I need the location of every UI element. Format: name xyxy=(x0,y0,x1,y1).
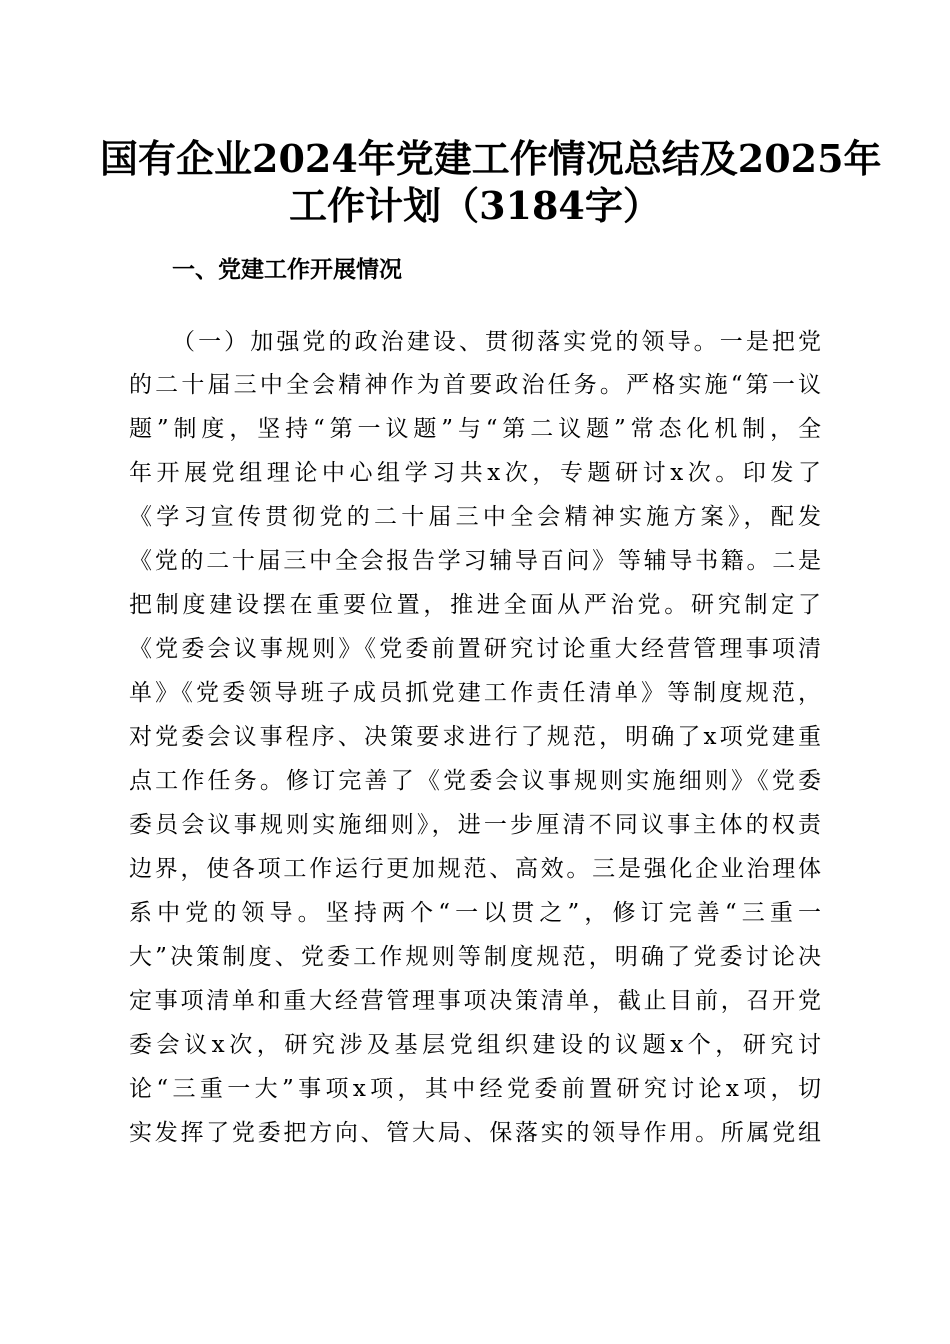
body-line-6: 《党的二十届三中全会报告学习辅导百问》等辅导书籍。二是 xyxy=(129,548,821,574)
body-line-1: （一）加强党的政治建设、贯彻落实党的领导。一是把党 xyxy=(172,329,821,355)
body-line-16: 定事项清单和重大经营管理事项决策清单，截止目前，召开党 xyxy=(129,988,821,1014)
body-line-8: 《党委会议事规则》《党委前置研究讨论重大经营管理事项清 xyxy=(129,636,821,662)
body-line-2: 的二十届三中全会精神作为首要政治任务。严格实施“第一议 xyxy=(129,372,821,398)
section-heading: 一、党建工作开展情况 xyxy=(172,257,402,283)
body-line-4: 年开展党组理论中心组学习共x次，专题研讨x次。印发了 xyxy=(129,460,821,486)
body-line-9: 单》《党委领导班子成员抓党建工作责任清单》等制度规范， xyxy=(129,680,821,706)
body-line-17: 委会议x次，研究涉及基层党组织建设的议题x个，研究讨 xyxy=(129,1032,821,1058)
body-line-7: 把制度建设摆在重要位置，推进全面从严治党。研究制定了 xyxy=(129,592,821,618)
body-line-12: 委员会议事规则实施细则》，进一步厘清不同议事主体的权责 xyxy=(129,812,821,838)
body-line-10: 对党委会议事程序、决策要求进行了规范，明确了x项党建重 xyxy=(129,724,821,750)
body-line-19: 实发挥了党委把方向、管大局、保落实的领导作用。所属党组 xyxy=(129,1120,821,1146)
document-title-line-1: 国有企业2024年党建工作情况总结及2025年 xyxy=(100,136,882,181)
body-line-3: 题”制度，坚持“第一议题”与“第二议题”常态化机制，全 xyxy=(129,416,821,442)
body-line-5: 《学习宣传贯彻党的二十届三中全会精神实施方案》，配发 xyxy=(129,504,821,530)
body-line-13: 边界，使各项工作运行更加规范、高效。三是强化企业治理体 xyxy=(129,856,821,882)
body-line-14: 系中党的领导。坚持两个“一以贯之”，修订完善“三重一 xyxy=(129,900,821,926)
document-title-line-2: 工作计划（3184字） xyxy=(289,183,661,228)
body-line-18: 论“三重一大”事项x项，其中经党委前置研究讨论x项，切 xyxy=(129,1076,821,1102)
body-line-11: 点工作任务。修订完善了《党委会议事规则实施细则》《党委 xyxy=(129,768,821,794)
body-line-15: 大”决策制度、党委工作规则等制度规范，明确了党委讨论决 xyxy=(129,944,821,970)
